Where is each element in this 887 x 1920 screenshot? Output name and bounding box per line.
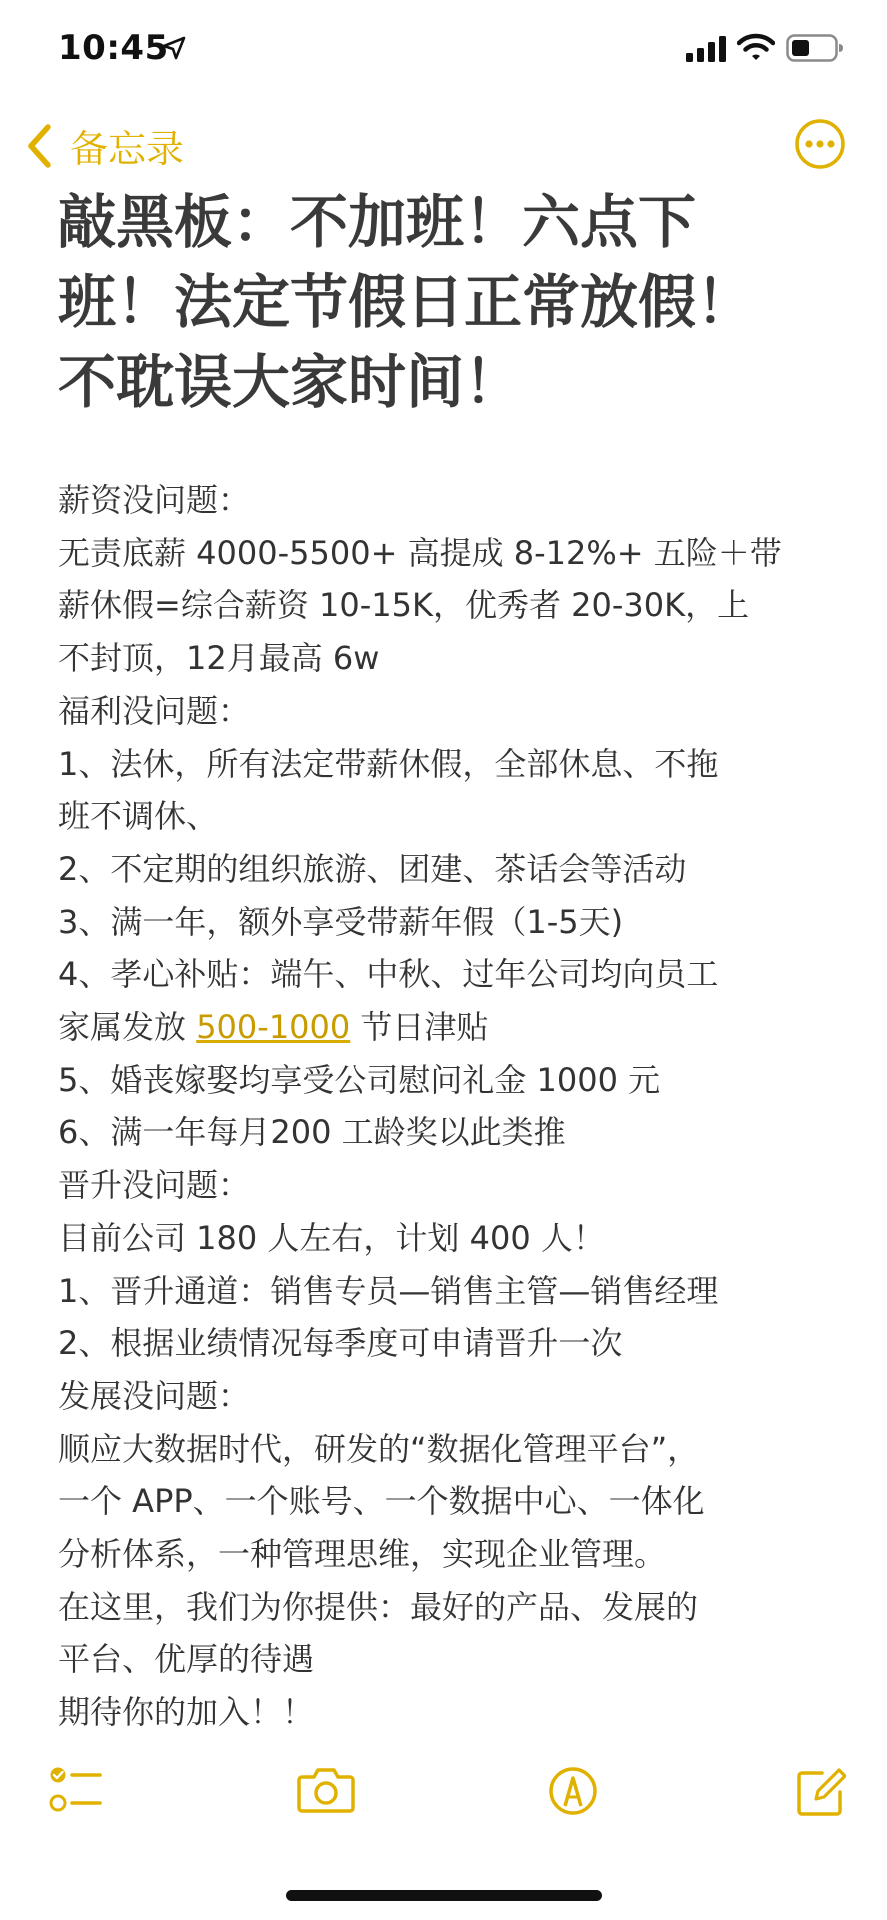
- location-arrow-icon: [162, 36, 186, 60]
- back-button[interactable]: [26, 118, 184, 173]
- note-line: 分析体系，一种管理思维，实现企业管理。: [58, 1535, 667, 1574]
- note-line: 期待你的加入！！: [58, 1693, 315, 1732]
- battery-icon: [786, 34, 844, 62]
- chevron-left-icon: [26, 123, 52, 169]
- phone-number-link[interactable]: 500-1000: [196, 1008, 351, 1047]
- note-line-text: 节日津贴: [350, 1008, 489, 1047]
- note-line: 3、满一年，额外享受带薪年假（1-5天): [58, 902, 624, 941]
- note-line: 顺应大数据时代，研发的“数据化管理平台”，: [58, 1429, 700, 1468]
- back-label: 备忘录: [70, 127, 185, 171]
- note-line-text: 家属发放: [58, 1008, 197, 1047]
- note-line: 1、法休，所有法定带薪休假，全部休息、不拖: [58, 744, 719, 783]
- note-line: 2、根据业绩情况每季度可申请晋升一次: [58, 1324, 623, 1363]
- home-indicator[interactable]: [286, 1890, 602, 1901]
- note-title[interactable]: 敲黑板：不加班！六点下 班！法定节假日正常放假！ 不耽误大家时间！: [58, 188, 755, 416]
- note-line: 2、不定期的组织旅游、团建、茶话会等活动: [58, 849, 687, 888]
- ellipsis-circle-icon[interactable]: [794, 118, 846, 170]
- cellular-signal-icon: [686, 36, 726, 62]
- note-line: 不封顶，12月最高 6w: [58, 639, 380, 678]
- nav-bar: [0, 110, 887, 180]
- note-line: 薪休假=综合薪资 10-15K，优秀者 20-30K，上: [58, 586, 750, 625]
- note-line: 发展没问题：: [58, 1376, 251, 1415]
- note-line: [58, 1001, 848, 1054]
- status-time: 10:45: [58, 28, 169, 68]
- status-bar: [0, 0, 887, 95]
- bottom-toolbar: [0, 1765, 887, 1835]
- note-line: 1、晋升通道：销售专员—销售主管—销售经理: [58, 1271, 719, 1310]
- note-line: 无责底薪 4000-5500+ 高提成 8-12%+ 五险＋带: [58, 533, 782, 572]
- note-line: 平台、优厚的待遇: [58, 1640, 315, 1679]
- wifi-icon: [737, 32, 775, 62]
- checklist-icon[interactable]: [48, 1765, 104, 1817]
- note-line: 薪资没问题：: [58, 481, 251, 519]
- note-line: 班不调休、: [58, 797, 219, 836]
- note-line: 6、满一年每月200 工龄奖以此类推: [58, 1113, 566, 1152]
- compose-icon[interactable]: [796, 1765, 846, 1817]
- note-line: 晋升没问题：: [58, 1166, 251, 1205]
- note-line: 目前公司 180 人左右，计划 400 人！: [58, 1218, 605, 1257]
- note-line: 在这里，我们为你提供：最好的产品、发展的: [58, 1587, 699, 1626]
- markup-pen-icon[interactable]: [548, 1765, 598, 1817]
- note-line: 5、婚丧嫁娶均享受公司慰问礼金 1000 元: [58, 1060, 661, 1099]
- note-line: 福利没问题：: [58, 691, 251, 730]
- camera-icon[interactable]: [297, 1765, 355, 1813]
- note-line: 4、孝心补贴：端午、中秋、过年公司均向员工: [58, 955, 719, 994]
- note-line: 一个 APP、一个账号、一个数据中心、一体化: [58, 1482, 705, 1521]
- note-body[interactable]: [58, 474, 848, 1739]
